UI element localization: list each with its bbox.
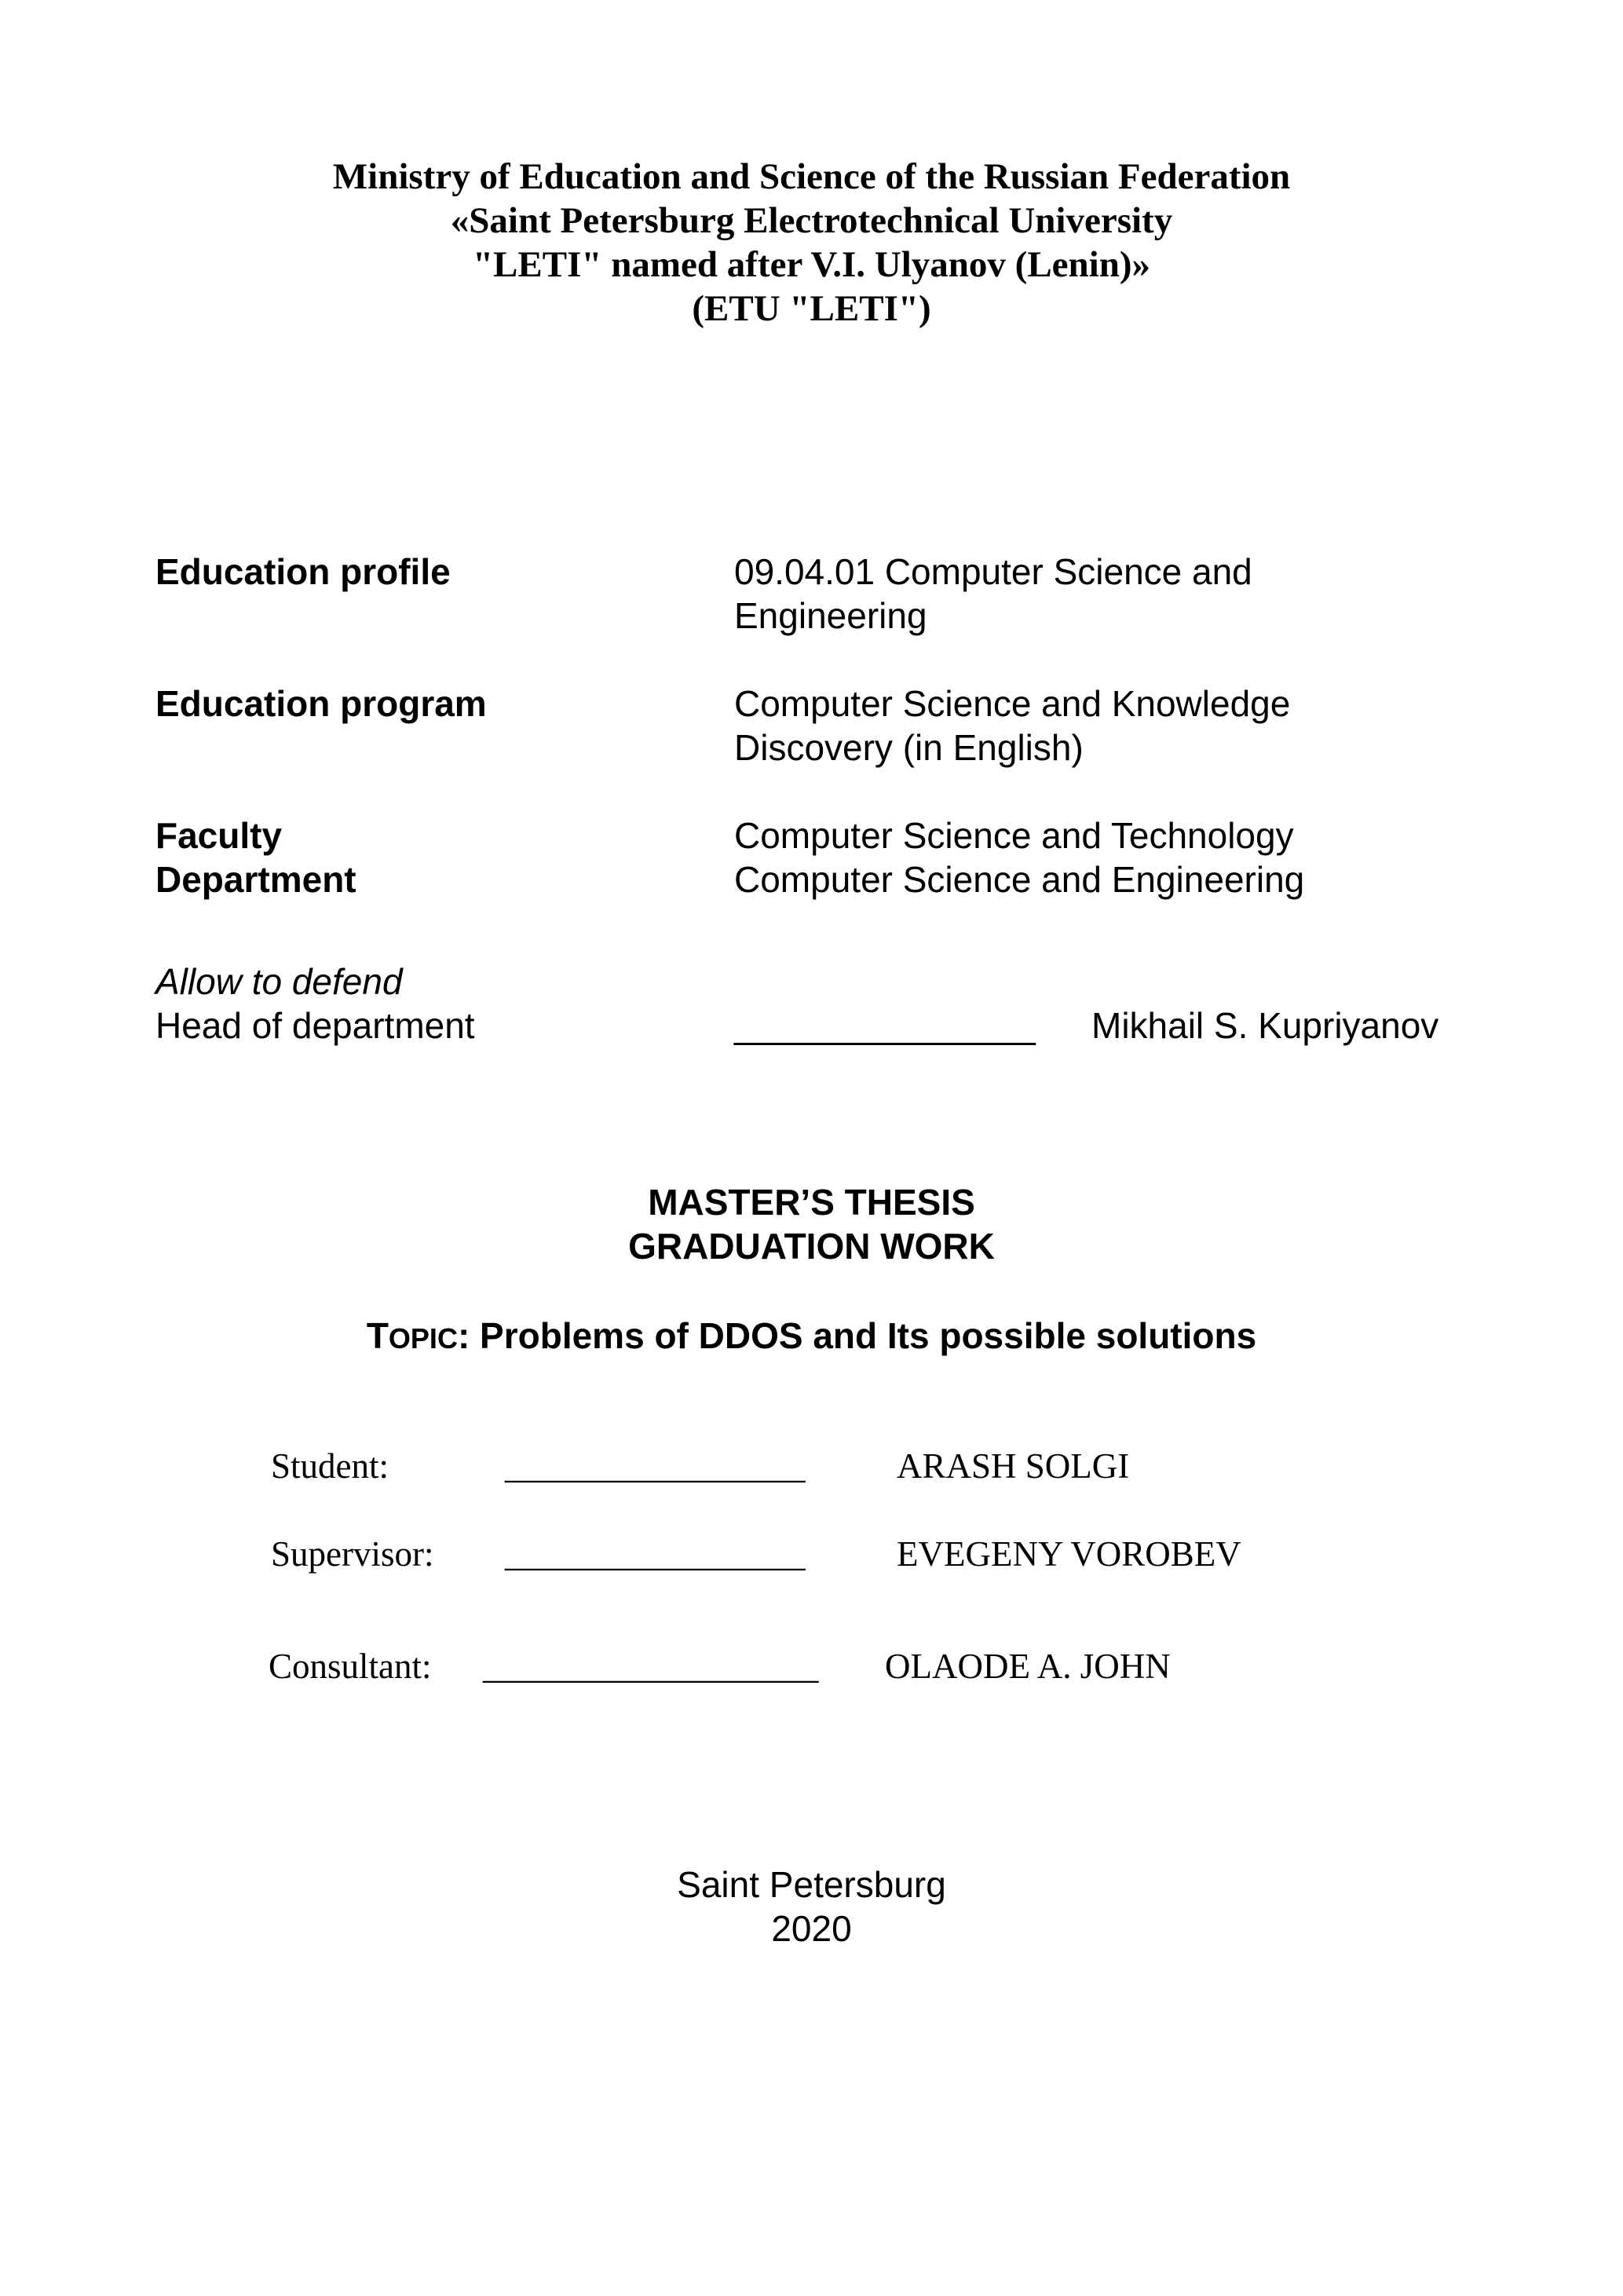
thesis-type-title: MASTER’S THESIS — [648, 1182, 975, 1223]
head-of-department-name: Mikhail S. Kupriyanov — [1091, 1005, 1439, 1046]
thesis-work-title: GRADUATION WORK — [628, 1226, 995, 1267]
faculty-label: Faculty — [155, 815, 283, 856]
head-signature-line: _______________ — [734, 1005, 1036, 1046]
footer-year: 2020 — [771, 1908, 852, 1949]
allow-to-defend: Allow to defend — [155, 961, 403, 1002]
education-program-value-line1: Computer Science and Knowledge — [734, 683, 1291, 724]
supervisor-name: EVEGENY VOROBEV — [897, 1534, 1241, 1574]
student-signature-line: _________________ — [505, 1446, 806, 1486]
topic-prefix-rest: OPIC — [388, 1322, 458, 1355]
student-name: ARASH SOLGI — [897, 1446, 1130, 1486]
topic-text: : Problems of DDOS and Its possible solutions — [457, 1315, 1257, 1356]
supervisor-signature-line: _________________ — [505, 1534, 806, 1574]
consultant-label: Consultant: — [269, 1647, 432, 1686]
thesis-topic — [0, 1314, 1623, 1361]
education-profile-label: Education profile — [155, 551, 451, 592]
education-program-label: Education program — [155, 683, 487, 724]
department-value: Computer Science and Engineering — [734, 859, 1305, 900]
education-profile-value-line1: 09.04.01 Computer Science and — [734, 551, 1252, 592]
consultant-signature-line: ___________________ — [483, 1647, 819, 1686]
topic-prefix-initial: T — [366, 1315, 389, 1356]
header-leti: "LETI" named after V.I. Ulyanov (Lenin)» — [472, 244, 1151, 285]
header-ministry: Ministry of Education and Science of the Russian Federation — [332, 156, 1291, 197]
head-of-department-label: Head of department — [155, 1005, 475, 1046]
footer-city: Saint Petersburg — [677, 1864, 946, 1905]
header-university: «Saint Petersburg Electrotechnical University — [450, 200, 1173, 241]
faculty-value: Computer Science and Technology — [734, 815, 1294, 856]
header-abbreviation: (ETU "LETI") — [692, 288, 931, 329]
institution-header — [0, 155, 1623, 331]
student-label: Student: — [271, 1446, 389, 1486]
supervisor-label: Supervisor: — [271, 1534, 434, 1574]
education-program-value-line2: Discovery (in English) — [734, 727, 1084, 768]
consultant-name: OLAODE A. JOHN — [885, 1647, 1171, 1686]
department-label: Department — [155, 859, 356, 900]
education-profile-value-line2: Engineering — [734, 595, 927, 636]
